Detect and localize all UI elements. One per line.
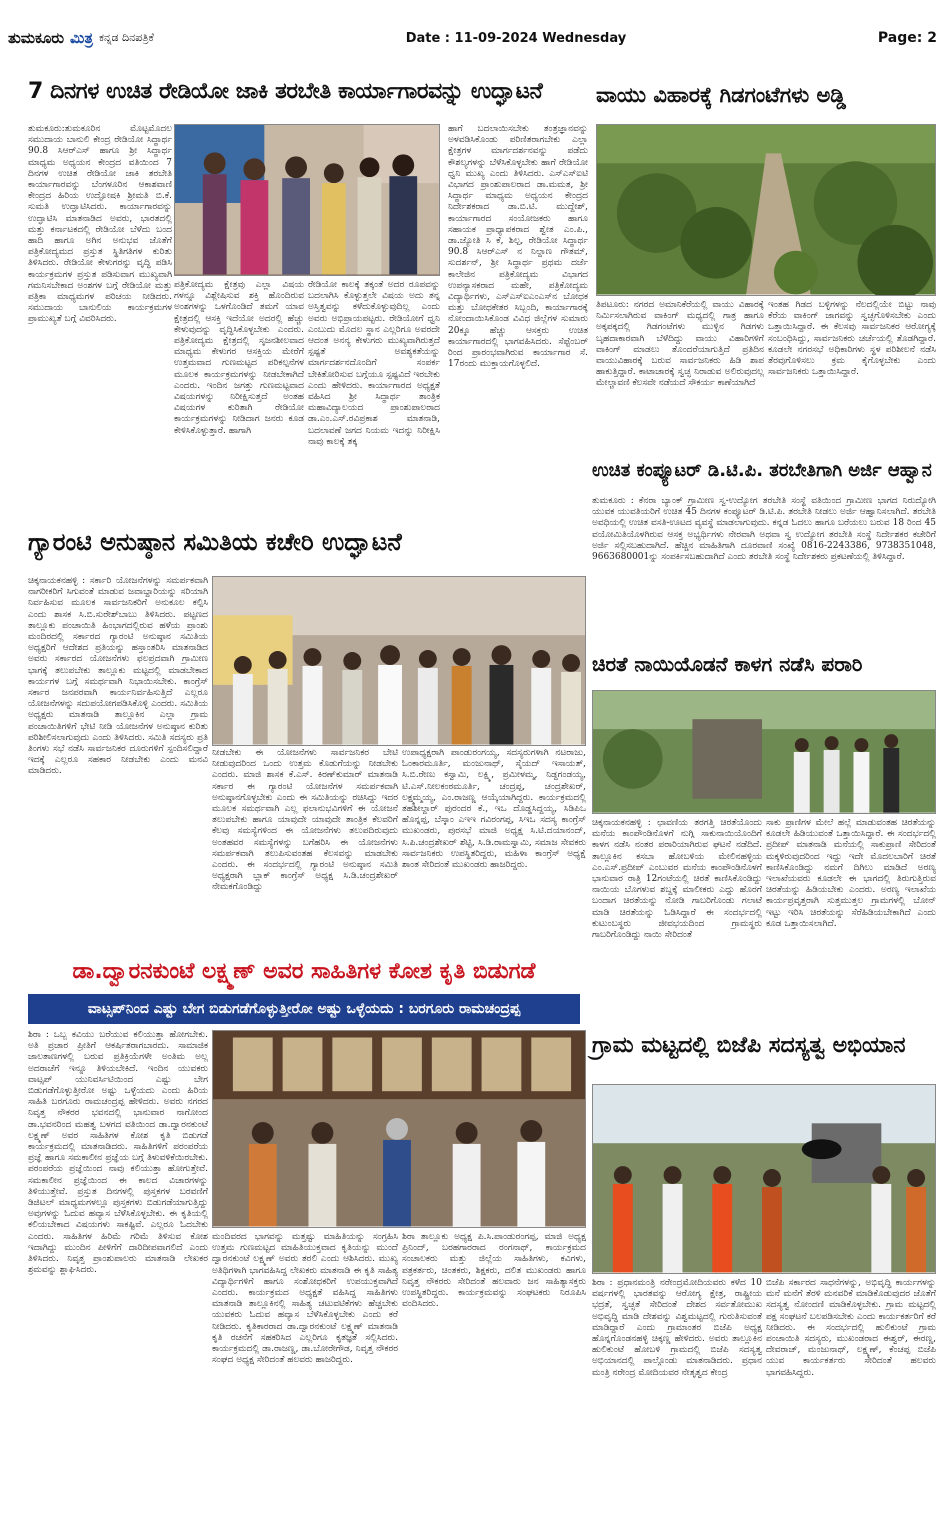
newspaper-brand bbox=[8, 29, 154, 47]
bjp-text-col2: ಬಿಜೆಪಿ ಸರ್ಕಾರದ ಸಾಧನೆಗಳನ್ನು, ಅಭಿವೃದ್ಧಿ ಕಾರ್ಯಗಳನ್ನು ಮನೆ ಮನೆಗೆ ತೆರಳಿ ಮನವರಿಕೆ ಮಾಡಿಕೊಡುವುದರ ಜೊತೆಗೆ ಸದಸ್ಯತ್ವ ನೋಂದಣಿ ಮಾಡಿಕೊಳ್ಳಬೇಕು. ಗ್ರಾಮ ಮಟ್ಟದಲ್ಲಿ ಪಕ್ಷ ಸಂಘಟನೆ ಬಲಪಡಿಸಬೇಕು ಎಂದು ಕಾರ್ಯಕರ್ತರಿಗೆ ಕರೆ ನೀಡಿದರು. ಈ ಸಂದರ್ಭದಲ್ಲಿ ಹುಲಿಕುಂಟೆ ಗ್ರಾಮ ಪಂಚಾಯಿತಿ ಸದಸ್ಯರು, ಮುಖಂಡರಾದ ಈಶ್ವರ್, ಈರಣ್ಣ, ದೇವರಾಜ್, ಮಂಜುನಾಥ್, ಲಕ್ಷ್ಮಣ್, ಕೆಂಚಪ್ಪ ಬಿಜೆಪಿ ಯುವ ಕಾರ್ಯಕರ್ತರು ಸೇರಿದಂತೆ ಹಲವರು ಭಾಗವಹಿಸಿದ್ದರು. bbox=[766, 1278, 936, 1378]
leopard-headline: ಚಿರತೆ ನಾಯಿಯೊಡನೆ ಕಾಳಗ ನಡೆಸಿ ಪರಾರಿ bbox=[592, 652, 863, 676]
book-release-photo bbox=[212, 1030, 586, 1228]
overgrown-path-photo bbox=[596, 124, 936, 296]
radio-text-col4: ಹಾಗೆ ಬದಲಾಯಿಸಬೇಕು ತಂತ್ರಜ್ಞಾನವನ್ನು ಅಳವಡಿಸಿಕೊಂಡು ಪರಿಣಿತರಾಗಬೇಕು ಎಲ್ಲಾ ಕ್ಷೇತ್ರಗಳ ಮಾರ್ಗದರ್ಶನವನ್ನು ಪಡೆದು ಕೌಶಲ್ಯಗಳನ್ನು ಬೆಳೆಸಿಕೊಳ್ಳಬೇಕು ಹಾಗೆ ರೇಡಿಯೋ ಧ್ವನಿ ಮುಖ್ಯ ಎಂದು ತಿಳಿಸಿದರು. ಎಸ್‌ಎಸ್‌ಐಟಿ ವಿಭಾಗದ ಪ್ರಾಂಶುಪಾಲರಾದ ಡಾ.ಮಮತ, ಶ್ರೀ ಸಿದ್ಧಾರ್ಥ ಮಾಧ್ಯಮ ಅಧ್ಯಯನ ಕೇಂದ್ರದ ನಿರ್ದೇಶಕರಾದ ಡಾ.ಬಿ.ಟಿ. ಮುದ್ದೇಶ್, ಕಾರ್ಯಾಗಾರದ ಸಂಯೋಜಕರು ಹಾಗೂ ಸಹಾಯಕ ಪ್ರಾಧ್ಯಾಪಕರಾದ ಶ್ವೇತ ಎಂ.ಪಿ., ಡಾ.ಜ್ಯೋತಿ ಸಿ ಕೆ, ಶಿಲ್ಪ, ರೇಡಿಯೋ ಸಿದ್ಧಾರ್ಥ 90.8 ಸಿಆರ್‌ಎಸ್ ನ ನಿಲ್ದಾಣ ಗೌತಮ್, ಸುದರ್ಶನ್, ಶ್ರೀ ಸಿದ್ಧಾರ್ಥ ಪ್ರಥಮ ದರ್ಜೆ ಕಾಲೇಜಿನ ಪತ್ರಿಕೋದ್ಯಮ ವಿಭಾಗದ ಉಪನ್ಯಾಸಕರಾದ ಮಹೇ, ಪತ್ರಿಕೋದ್ಯಮ ವಿದ್ಯಾರ್ಥಿಗಳು, ಎಸ್‌ಎಸ್‌ಐಎಂಎಸ್‌ನ ಬೋಧಕ ಮತ್ತು ಬೋಧಕೇತರ ಸಿಬ್ಬಂದಿ, ಕಾರ್ಯಾಗಾರಕ್ಕೆ ನೋಂದಾಯಿಸಿಕೊಂಡ ವಿವಿಧ ಜಿಲ್ಲೆಗಳ ಸುಮಾರು 20ಕ್ಕೂ ಹೆಚ್ಚು ಆಸಕ್ತರು ಉಚಿತ ಕಾರ್ಯಾಗಾರದಲ್ಲಿ ಭಾಗವಹಿಸಿದರು. ಸೆಪ್ಟೆಂಬರ್ ರಿಂದ ಪ್ರಾರಂಭವಾಗಿರುವ ಕಾರ್ಯಾಗಾರ ಸೆ. 17ರಂದು ಮುಕ್ತಾಯಗೊಳ್ಳಲಿದೆ. bbox=[448, 124, 588, 370]
road-text-col2: ಇಂತಹ ಗಿಡದ ಬಳ್ಳಿಗಳನ್ನು ನೆಲದಲ್ಲಿಯೇ ಬಿಟ್ಟು ನಾವು ಕೆರೆಯ ವಾಕಿಂಗ್ ಜಾಗವನ್ನು ಸ್ವಚ್ಛಗೊಳಿಸಬೇಕು ಎಂದು ಒತ್ತಾಯಿಸಿದ್ದಾರೆ. ಈ ಕೆಲಸವು ಸಾರ್ವಜನಿಕರ ಆರೋಗ್ಯಕ್ಕೆ ಸಂಬಂಧಿಸಿದ್ದು, ಸಾರ್ವಜನಿಕರು ಚರ್ಚೆಯಲ್ಲಿ ತೊಡಗಿದ್ದಾರೆ. ಕೂಡಲೇ ನಗರಸಭೆ ಅಧಿಕಾರಿಗಳು ಸ್ಥಳ ಪರಿಶೀಲನೆ ನಡೆಸಿ ತೆರವುಗೊಳಿಸಲು ಕ್ರಮ ಕೈಗೊಳ್ಳಬೇಕು ಎಂದು ಸಾರ್ವಜನಿಕರು ಒತ್ತಾಯಿಸಿದ್ದಾರೆ. bbox=[768, 300, 936, 378]
leopard-village-photo bbox=[592, 690, 936, 814]
book-text-col3: ಶಿರಾ ತಾಲ್ಲೂಕು ಅಧ್ಯಕ್ಷ ಪಿ.ಸಿ.ಪಾಂಡುರಂಗಪ್ಪ, ಮಾಜಿ ಅಧ್ಯಕ್ಷ ಪ್ರಿನಿಂದ್, ಬರಹಗಾರರಾದ ರಂಗನಾಥ್, ಕಾರ್ಯಕ್ರಮದ ಸಂಚಾಲಕರು ಮತ್ತು ಜಿಲ್ಲೆಯ ಸಾಹಿತಿಗಳು, ಕವಿಗಳು, ಪತ್ರಕರ್ತರು, ಚಿಂತಕರು, ಶಿಕ್ಷಕರು, ದಲಿತ ಮುಖಂಡರು ಹಾಗೂ ನಿವೃತ್ತ ನೌಕರರು ಸೇರಿದಂತೆ ಹಲವಾರು ಜನ ಸಾಹಿತ್ಯಾಸಕ್ತರು ಉಪಸ್ಥಿತರಿದ್ದರು. ಕಾರ್ಯಕ್ರಮವನ್ನು ಸಂಘಟಕರು ನಿರೂಪಿಸಿ ವಂದಿಸಿದರು. bbox=[402, 1232, 586, 1310]
radio-text-col2: ಪತ್ರಿಕೋದ್ಯಮ ಕ್ಷೇತ್ರವು ಎಲ್ಲಾ ವಿಷಯ ಗಳನ್ನೂ ವಿಶ್ಲೇಷಿಸುವ ಶಕ್ತಿ ಹೊಂದಿರುವ ಅಂಶಗಳನ್ನು ಒಳಗೊಂಡಿದೆ ತಮಗೆ ಯಾವ ಕ್ಷೇತ್ರದಲ್ಲಿ ಆಸಕ್ತಿ ಇದೆಯೋ ಅದರಲ್ಲಿ ಹೆಚ್ಚು ಕೇಳುವುದನ್ನು ವೃದ್ಧಿಸಿಕೊಳ್ಳಬೇಕು ಎಂದರು. ಪತ್ರಿಕೋದ್ಯಮ ಕ್ಷೇತ್ರದಲ್ಲಿ ಸೃಜನಶೀಲವಾದ ಮಾಧ್ಯಮ ಕೇಳುಗರ ಆಸಕ್ತಿಯ ಮೇರೆಗೆ ಉತ್ತಮವಾದ ಗುಣಮಟ್ಟದ ಪರಿಕಲ್ಪನೆಗಳ ಮೂಲಕ ಕಾರ್ಯಕ್ರಮಗಳನ್ನು ನೀಡಬೇಕಾಗಿದೆ ಎಂದರು. ಇಂದಿನ ಜಗತ್ತು ಗುಣಮಟ್ಟವಾದ ವಿಷಯಗಳನ್ನು ನಿರೀಕ್ಷಿಸುತ್ತದೆ ಅಂತಹ ವಿಷಯಗಳ ಕುರಿತಾಗಿ ರೇಡಿಯೋ ಕಾರ್ಯಕ್ರಮಗಳನ್ನು ನೀಡಿದಾಗ ಜನರು ಕೂಡ ಕೇಳಿಸಿಕೊಳ್ಳುತ್ತಾರೆ. ಹಾಗಾಗಿ bbox=[174, 280, 304, 436]
book-text-col1: ಶಿರಾ : ಒಬ್ಬ ಕವಿಯು ಬರೆಯುವ ಕಲಿಯುತ್ತಾ ಹೋಗಬೇಕು. ಅತಿ ಪ್ರಚಾರ ಪ್ರೀತಿಗೆ ಆಕರ್ಷಿತರಾಗಬಾರದು. ಸಾಮಾಜಿಕ ಜಾಲತಾಣಗಳಲ್ಲಿ ಬರುವ ಪ್ರತಿಕ್ರಿಯೆಗಳೇ ಅಂತಿಮ ಅಲ್ಲ ಅದರಾಚೆಗೆ ಇನ್ನೂ ತಿಳಿಯಬೇಕಿದೆ. ಇಂದಿನ ಯುವಕರು ವಾಟ್ಸಪ್ ಯುನಿವರ್ಸಿಟಿಯಿಂದ ಎಷ್ಟು ಬೇಗ ಬಿಡುಗಡೆಗೊಳ್ಳುತ್ತೀರೋ ಅಷ್ಟು ಒಳ್ಳೆಯದು ಎಂದು ಹಿರಿಯ ಸಾಹಿತಿ ಬರಗೂರು ರಾಮಚಂದ್ರಪ್ಪ ಹೇಳಿದರು. ಅವರು ನಗರದ ನಿವೃತ್ತ ನೌಕರರ ಭವನದಲ್ಲಿ ಭಾನುವಾರ ನಾಗೋಂದ ಡಾ.ಭವನರಿಂದ ಮಹತ್ವ ಬಳಗದ ವತಿಯಿಂದ ಡಾ.ದ್ವಾರನಕುಂಟೆ ಲಕ್ಷ್ಮಣ್ ಅವರ ಸಾಹಿತಿಗಳ ಕೋಶ ಕೃತಿ ಬಿಡುಗಡೆ ಕಾರ್ಯಕ್ರಮದಲ್ಲಿ ಮಾತನಾಡಿದರು. ಸಾಹಿತಿಗಳಿಗೆ ಪರಂಪರೆಯ ಪ್ರಜ್ಞೆ ಹಾಗೂ ಸಮಕಾಲೀನ ಪ್ರಜ್ಞೆಯ ಬಗ್ಗೆ ತಿಳುವಳಿಕೆಯಿರಬೇಕು. ಪರಂಪರೆಯ ಪ್ರಜ್ಞೆಯಿಂದ ನಾವು ಕಲಿಯುತ್ತಾ ಹೋಗುತ್ತೇವೆ. ಸಮಕಾಲೀನ ಪ್ರಜ್ಞೆಯಿಂದ ಈ ಕಾಲದ ವಿಚಾರಗಳನ್ನು ತಿಳಿಯುತ್ತೇವೆ. ಪ್ರಸ್ತುತ ದಿನಗಳಲ್ಲಿ ಪುಸ್ತಕಗಳ ಬರವಣಿಗೆ ಡಿಜಿಟಲ್ ಮಾಧ್ಯಮಗಳಲ್ಲೂ ಪುಸ್ತಕಗಳು ಬಿಡುಗಡೆಯಾಗುತ್ತಿದ್ದು ಅವುಗಳನ್ನು ಓದುವ ಹವ್ಯಾಸ ಬೆಳೆಸಿಕೊಳ್ಳಬೇಕು. ಈ ಕೃತಿಯಲ್ಲಿ ಕಲಿಯಬೇಕಾದ ವಿಷಯಗಳು ಸಾಕಷ್ಟಿವೆ. ಎಲ್ಲರೂ ಓದಬೇಕು ಎಂದರು. ಸಾಹಿತಿಗಳ ಹಿರಿಮೆ ಗರಿಮೆ ತಿಳಿಸುವ ಕೋಶ ಇದಾಗಿದ್ದು ಮುಂದಿನ ಪೀಳಿಗೆಗೆ ದಾರಿದೀಪವಾಗಲಿದೆ ಎಂದು ತಿಳಿಸಿದರು. ನಿವೃತ್ತ ಪ್ರಾಂಶುಪಾಲರು ಮಾತನಾಡಿ ಲೇಖಕರ ಶ್ರಮವನ್ನು ಶ್ಲಾಘಿಸಿದರು. bbox=[28, 1030, 208, 1276]
bjp-membership-photo bbox=[592, 1084, 936, 1274]
leopard-text-col1: ಚಿಕ್ಕನಾಯಕನಹಳ್ಳಿ : ಛಾವಣಿಯ ತರಗತ್ತಿ ಚಿರತೆಯೊಂದು ಮನೆಯ ಕಾಂಪೌಂಡಿನೊಳಗೆ ನುಗ್ಗಿ ಸಾಕುನಾಯಿಯೊಂದಿಗೆ ಕಾಳಗ ನಡೆಸಿ ನಂತರ ಪರಾರಿಯಾಗಿರುವ ಘಟನೆ ನಡೆದಿದೆ. ತಾಲ್ಲೂಕಿನ ಕಸಬಾ ಹೋಬಳಿಯ ಮೇಲಿನಹಳ್ಳಿಯ ಎಂ.ಎಸ್.ಪ್ರದೀಪ್ ಎಂಬುವರ ಮನೆಯ ಕಾಂಪೌಂಡಿನೊಳಗೆ ಭಾನುವಾರ ರಾತ್ರಿ 12ಗಂಟೆಯಲ್ಲಿ ಚಿರತೆ ಕಾಣಿಸಿಕೊಂಡಿದ್ದು ನಾಯಿಯ ಬೊಗಳುವ ಶಬ್ದಕ್ಕೆ ಮಾಲೀಕರು ಎದ್ದು ಹೊರಗೆ ಬಂದಾಗ ಚಿರತೆಯನ್ನು ನೋಡಿ ಗಾಬರಿಗೊಂಡು ಗಲಾಟೆ ಮಾಡಿ ಚಿರತೆಯನ್ನು ಓಡಿಸಿದ್ದಾರೆ ಈ ಸಂದರ್ಭದಲ್ಲಿ ಕುಟುಂಬಸ್ಥರು ಜೀವಭಯದಿಂದ ಗ್ರಾಮಸ್ಥರು ಗಾಬರಿಗೊಂಡಿದ್ದು ನಾಯಿ ಸೇರಿದಂತೆ bbox=[592, 818, 762, 941]
brand-name-part2: ಮಿತ್ರ bbox=[70, 29, 93, 47]
issue-date: Date : 11-09-2024 Wednesday bbox=[405, 30, 627, 46]
computer-headline: ಉಚಿತ ಕಂಪ್ಯೂಟರ್ ಡಿ.ಟಿ.ಪಿ. ತರಬೇತಿಗಾಗಿ ಅರ್ಜಿ ಆಹ್ವಾನ bbox=[592, 460, 932, 481]
bjp-headline: ಗ್ರಾಮ ಮಟ್ಟದಲ್ಲಿ ಬಿಜೆಪಿ ಸದಸ್ಯತ್ವ ಅಭಿಯಾನ bbox=[592, 1033, 906, 1058]
page-number: Page: 2 bbox=[877, 30, 937, 46]
brand-tagline: ಕನ್ನಡ ದಿನಪತ್ರಿಕೆ bbox=[98, 31, 154, 44]
book-text-col2: ಮಂದಿವರದ ಭಾಗವನ್ನು ಮತ್ತಷ್ಟು ಮಾಹಿತಿಯನ್ನು ಸಂಗ್ರಹಿಸಿ ಉತ್ತಮ ಗುಣಮಟ್ಟದ ಮಾಹಿತಿಯುಕ್ತವಾದ ಕೃತಿಯನ್ನು ಮುಂದೆ ದ್ವಾರನಕುಂಟೆ ಲಕ್ಷ್ಮಣ್ ಅವರು ತರಲಿ ಎಂದು ಆಶಿಸಿದರು. ಮುಖ್ಯ ಅತಿಥಿಗಳಾಗಿ ಭಾಗವಹಿಸಿದ್ದ ಲೇಖಕರು ಮಾತನಾಡಿ ಈ ಕೃತಿ ಸಾಹಿತ್ಯ ವಿದ್ಯಾರ್ಥಿಗಳಿಗೆ ಹಾಗೂ ಸಂಶೋಧಕರಿಗೆ ಉಪಯುಕ್ತವಾಗಿದೆ ಎಂದರು. ಕಾರ್ಯಕ್ರಮದ ಅಧ್ಯಕ್ಷತೆ ವಹಿಸಿದ್ದ ಸಾಹಿತಿಗಳು ಮಾತನಾಡಿ ತಾಲ್ಲೂಕಿನಲ್ಲಿ ಸಾಹಿತ್ಯ ಚಟುವಟಿಕೆಗಳು ಹೆಚ್ಚಬೇಕು ಯುವಕರು ಓದುವ ಹವ್ಯಾಸ ಬೆಳೆಸಿಕೊಳ್ಳಬೇಕು ಎಂದು ಕರೆ ನೀಡಿದರು. ಕೃತಿಕಾರರಾದ ಡಾ.ದ್ವಾರನಕುಂಟೆ ಲಕ್ಷ್ಮಣ್ ಮಾತನಾಡಿ ಕೃತಿ ರಚನೆಗೆ ಸಹಕರಿಸಿದ ಎಲ್ಲರಿಗೂ ಕೃತಜ್ಞತೆ ಸಲ್ಲಿಸಿದರು. ಕಾರ್ಯಕ್ರಮದಲ್ಲಿ ಡಾ.ರಾಜಣ್ಣ, ಡಾ.ಬೋರೇಗೌಡ, ನಿವೃತ್ತ ನೌಕರರ ಸಂಘದ ಅಧ್ಯಕ್ಷ ಸೇರಿದಂತೆ ಹಲವರು ಹಾಜರಿದ್ದರು. bbox=[212, 1232, 398, 1366]
radio-text-col1: ತುಮಕೂರು:ತುಮಕೂರಿನ ಮೊಟ್ಟಮೊದಲ ಸಮುದಾಯ ಬಾನುಲಿ ಕೇಂದ್ರ ರೇಡಿಯೋ ಸಿದ್ಧಾರ್ಥ 90.8 ಸಿಆರ್‌ಎಸ್ ಹಾಗೂ ಶ್ರೀ ಸಿದ್ಧಾರ್ಥ ಮಾಧ್ಯಮ ಅಧ್ಯಯನ ಕೇಂದ್ರದ ವತಿಯಿಂದ 7 ದಿನಗಳ ಉಚಿತ ರೇಡಿಯೋ ಜಾಕಿ ತರಬೇತಿ ಕಾರ್ಯಾಗಾರವನ್ನು ಬೆಂಗಳೂರಿನ ಆಕಾಶವಾಣಿ ಕೇಂದ್ರದ ಹಿರಿಯ ಉದ್ಘೋಷಕಿ ಶ್ರೀಮತಿ ಬಿ.ಕೆ. ಸುಮತಿ ಉದ್ಘಾಟಿಸಿದರು. ಕಾರ್ಯಾಗಾರವನ್ನು ಉದ್ಘಾಟಿಸಿ ಮಾತನಾಡಿದ ಅವರು, ಭಾರತದಲ್ಲಿ ಮತ್ತು ಕರ್ನಾಟಕದಲ್ಲಿ ರೇಡಿಯೋ ಬೆಳೆದು ಬಂದ ಹಾದಿ ಹಾಗೂ ಅಗಿನ ಅನುಭವ ಜೊತೆಗೆ ಪತ್ರಿಕೋದ್ಯಮದ ಪ್ರಸ್ತುತ ಸ್ಥಿತಿಗತಿಗಳ ಕುರಿತು ತಿಳಿಸಿದರು. ರೇಡಿಯೋ ಕೇಳುಗರನ್ನು ವೃದ್ಧಿ ಪಡಿಸಿ ಕಾರ್ಯಕ್ರಮಗಳ ಪ್ರಸ್ತುತ ಪಡಿಸುವಾಗ ಮುಖ್ಯವಾಗಿ ಗಮನಿಸಬೇಕಾದ ಅಂಶಗಳ ಬಗ್ಗೆ ರೇಡಿಯೋ ಮತ್ತು ಪತ್ರಿಕಾ ಮಾಧ್ಯಮಗಳ ಪರಿಚಯ ನೀಡಿದರು. ಸಮುದಾಯ ಬಾನುಲಿಯ ಕಾರ್ಯಕ್ರಮಗಳ ಪ್ರಾಮುಖ್ಯತೆ ಬಗ್ಗೆ ವಿವರಿಸಿದರು. bbox=[28, 124, 172, 325]
guarantee-text-col1: ಚಿಕ್ಕನಾಯಕನಹಳ್ಳಿ : ಸರ್ಕಾರಿ ಯೋಜನೆಗಳನ್ನು ಸಮರ್ಪಕವಾಗಿ ನಾಗರೀಕರಿಗೆ ಸಿಗುವಂತೆ ಮಾಡುವ ಜವಾಬ್ದಾರಿಯನ್ನು ಸರಿಯಾಗಿ ನಿರ್ವಹಿಸುವ ಮೂಲಕ ಸಾರ್ವಜನಿಕರಿಗೆ ಅನುಕೂಲ ಕಲ್ಪಿಸಿ ಎಂದು ಶಾಸಕ ಸಿ.ಬಿ.ಸುರೇಶ್‌ಬಾಬು ತಿಳಿಸಿದರು. ಪಟ್ಟಣದ ತಾಲ್ಲೂಕು ಪಂಚಾಯಿತಿ ಹಿಂಭಾಗದಲ್ಲಿರುವ ಹಳೆಯ ಪ್ರಾಂಶು ಮಂದಿರದಲ್ಲಿ ಸರ್ಕಾರದ ಗ್ಯಾರಂಟಿ ಅನುಷ್ಠಾನ ಸಮಿತಿಯ ಅಧ್ಯಕ್ಷರಿಗೆ ಆದೇಶದ ಪ್ರತಿಯನ್ನು ಹಸ್ತಾಂತರಿಸಿ ಮಾತನಾಡಿದ ಅವರು ಸರ್ಕಾರದ ಯೋಜನೆಗಳು ಫಲಪ್ರದವಾಗಿ ಗ್ರಾಮೀಣ ಭಾಗಕ್ಕೆ ತಲುಪಬೇಕು ತಾಲ್ಲೂಕು ಮಟ್ಟದಲ್ಲಿ ಮಾಡಬೇಕಾದ ಕಾರ್ಯಗಳ ಬಗ್ಗೆ ಸಮರ್ಥವಾಗಿ ನಿಭಾಯಿಸಬೇಕು. ಕಾಂಗ್ರೆಸ್ ಸರ್ಕಾರ ಜನಪರವಾಗಿ ಕಾರ್ಯನಿರ್ವಹಿಸುತ್ತಿದೆ ಎಲ್ಲರೂ ಯೋಜನೆಗಳನ್ನು ಸದುಪಯೋಗಪಡಿಸಿಕೊಳ್ಳಿ ಎಂದರು. ಸಮಿತಿಯ ಅಧ್ಯಕ್ಷರು ಮಾತನಾಡಿ ತಾಲ್ಲೂಕಿನ ಎಲ್ಲಾ ಗ್ರಾಮ ಪಂಚಾಯಿತಿಗಳಿಗೆ ಭೇಟಿ ನೀಡಿ ಯೋಜನೆಗಳ ಅನುಷ್ಠಾನ ಕುರಿತು ಪರಿಶೀಲಿಸಲಾಗುವುದು ಎಂದು ತಿಳಿಸಿದರು. ಸಮಿತಿ ಸದಸ್ಯರು ಪ್ರತಿ ತಿಂಗಳು ಸಭೆ ನಡೆಸಿ ಸಾರ್ವಜನಿಕರ ದೂರುಗಳಿಗೆ ಸ್ಪಂದಿಸಲಿದ್ದಾರೆ ಇದಕ್ಕೆ ಎಲ್ಲರೂ ಸಹಕಾರ ನೀಡಬೇಕು ಎಂದು ಮನವಿ ಮಾಡಿದರು. bbox=[28, 576, 208, 777]
guarantee-office-photo bbox=[212, 576, 586, 746]
road-text-col1: ತಿಪಟೂರು: ನಗರದ ಅಮಾನಿಕೆರೆಯಲ್ಲಿ ವಾಯು ವಿಹಾರಕ್ಕೆ ನಿರ್ಮಿಸಲಾಗಿರುವ ವಾಕಿಂಗ್ ಮಧ್ಯದಲ್ಲಿ ಗಾತ್ರ ಹಾಗೂ ಅಕ್ಕಪಕ್ಕದಲ್ಲಿ ಗಿಡಗಂಟೆಗಳು ಮುಳ್ಳಿನ ಗಿಡಗಳು ಬೃಹದಾಕಾರವಾಗಿ ಬೆಳೆದಿದ್ದು ವಾಯು ವಿಹಾರಿಗಳಿಗೆ ವಾಕಿಂಗ್ ಮಾಡಲು ತೊಂದರೆಯಾಗುತ್ತಿದೆ ಪ್ರತಿದಿನ ವಾಯುವಿಹಾರಕ್ಕೆ ಬರುವ ಸಾರ್ವಜನಿಕರು ಹಿಡಿ ಶಾಪ ಹಾಕುತ್ತಿದ್ದಾರೆ. ಕಾಟಾಚಾರಕ್ಕೆ ಸ್ವಚ್ಛ ನಿರಾಡುವ ಅಲಿರುವುದಲ್ಲ ಮೇಲ್ಚಾವಣಿ ಕೆಲಸವೇ ನಡೆಯದೆ ಸೌಕರ್ಯ ಕಾಣೆಯಾಗಿದೆ bbox=[596, 300, 764, 389]
masthead bbox=[0, 0, 945, 76]
brand-name-part1: ತುಮಕೂರು bbox=[8, 29, 65, 47]
computer-text: ತುಮಕೂರು : ಕೆನರಾ ಬ್ಯಾಂಕ್ ಗ್ರಾಮೀಣ ಸ್ವ-ಉದ್ಯೋಗ ತರಬೇತಿ ಸಂಸ್ಥೆ ವತಿಯಿಂದ ಗ್ರಾಮೀಣ ಭಾಗದ ನಿರುದ್ಯೋಗಿ ಯುವಕ ಯುವತಿಯರಿಗೆ ಉಚಿತ 45 ದಿನಗಳ ಕಂಪ್ಯೂಟರ್ ಡಿ.ಟಿ.ಪಿ. ತರಬೇತಿ ನೀಡಲು ಅರ್ಜಿ ಆಹ್ವಾನಿಸಲಾಗಿದೆ. ತರಬೇತಿ ಅವಧಿಯಲ್ಲಿ ಉಚಿತ ವಸತಿ-ಊಟದ ವ್ಯವಸ್ಥೆ ಮಾಡಲಾಗುವುದು. ಕನ್ನಡ ಓದಲು ಹಾಗೂ ಬರೆಯಲು ಬರುವ 18 ರಿಂದ 45 ವಯೋಮಿತಿಯೊಳಗಿರುವ ಆಸಕ್ತ ಅಭ್ಯರ್ಥಿಗಳು ನೇರವಾಗಿ ಅಥವಾ ಸ್ವ ಉದ್ಯೋಗ ತರಬೇತಿ ಸಂಸ್ಥೆ ನಿರ್ದೇಶಕರ ಕಚೇರಿಗೆ ಅರ್ಜಿ ಸಲ್ಲಿಸಬಹುದಾಗಿದೆ. ಹೆಚ್ಚಿನ ಮಾಹಿತಿಗಾಗಿ ದೂರವಾಣಿ ಸಂಖ್ಯೆ 0816-2243386, 9738351048, 9663680001ನ್ನು ಸಂಪರ್ಕಿಸಬಹುದಾಗಿದೆ ಎಂದು ತರಬೇತಿ ಸಂಸ್ಥೆ ನಿರ್ದೇಶಕರು ಪ್ರಕಟಣೆಯಲ್ಲಿ ತಿಳಿಸಿದ್ದಾರೆ. bbox=[592, 496, 936, 563]
leopard-text-col2: ಸಾಕು ಪ್ರಾಣಿಗಳ ಮೇಲೆ ಹಲ್ಲೆ ಮಾಡುವಂತಹ ಚಿರತೆಯನ್ನು ಕೂಡಲೇ ಹಿಡಿಯುವಂತೆ ಒತ್ತಾಯಿಸಿದ್ದಾರೆ. ಈ ಸಂದರ್ಭದಲ್ಲಿ ಪ್ರದೀಪ್ ಮಾತನಾಡಿ ಮನೆಯಲ್ಲಿ ಸಾಕುಪ್ರಾಣಿ ಸೇರಿದಂತೆ ಮಕ್ಕಳಿರುವುದರಿಂದ ಇದ್ದು ಇದೇ ಮೊದಲಬಾರಿಗೆ ಚಿರತೆ ಕಾಣಿಸಿಕೊಂಡಿದ್ದು ನಮಗೆ ದಿಗಿಲು ಮಾಡಿದೆ ಅರಣ್ಯ ಇಲಾಖೆಯವರು ಕೂಡಲೇ ಈ ಭಾಗದಲ್ಲಿ ತಿರುಗುತ್ತಿರುವ ಚಿರತೆಯನ್ನು ಹಿಡಿಯಬೇಕು ಎಂದರು. ಅರಣ್ಯ ಇಲಾಖೆಯ ಕಾರ್ಯಪ್ರವೃತ್ತರಾಗಿ ಸುತ್ತಮುತ್ತಲ ಗ್ರಾಮಗಳಲ್ಲಿ ಬೋನ್ ಇಟ್ಟು ಇರಿಸಿ ಚಿರತೆಯನ್ನು ಸೆರೆಹಿಡಿಯಬೇಕಾಗಿದೆ ಎಂದು ಕೂಡ ಒತ್ತಾಯಿಸಲಾಗಿದೆ. bbox=[766, 818, 936, 929]
guarantee-text-col3: ಉಪಾಧ್ಯಕ್ಷರಾಗಿ ಪಾಂಡುರಂಗಯ್ಯ, ಸದಸ್ಯರುಗಳಾಗಿ ನಟರಾಜು, ಓಂಕಾರಮೂರ್ತಿ, ಮಂಜುನಾಥ್, ಸೈಯದ್ ಇಸಾಯತ್, ಸಿ.ಬಿ.ರೇಣು ಕಸ್ವಾಮಿ, ಲಕ್ಷ್ಮಿ, ಪ್ರಮೀಳಮ್ಮ, ನಿಡ್ದಗಂಡಯ್ಯ, ಟಿ.ಎಸ್.ನೀಲಕಂಠಮೂರ್ತಿ, ಚಂದ್ರಪ್ಪ, ಚಂದ್ರಶೇಖರ್, ಲಕ್ಷ್ಮಮ್ಮಯ್ಯ, ಎಂ.ರಾಜಣ್ಣ ಆಯ್ಕೆಯಾಗಿದ್ದರು. ಕಾರ್ಯಕ್ರಮದಲ್ಲಿ ತಹಶೀಲ್ದಾರ್ ಪುರಂದರ ಕೆ., ಇಒ ದೊಡ್ಡಸಿದ್ದಯ್ಯ, ಸಿಡಿಪಿಒ ಹೊನ್ನಪ್ಪ, ಬೆಸ್ಕಾಂ ಎಇಇ ಗವಿರಂಗಪ್ಪ, ಸಿಇಒ ಸದಸ್ಯ ಕಾಂಗ್ರೆಸ್ ಮುಖಂಡರು, ಪುರಸಭೆ ಮಾಜಿ ಅಧ್ಯಕ್ಷ ಸಿ.ಟಿ.ದಯಾನಂದ್, ಸಿ.ಪಿ.ಚಂದ್ರಶೇಖರ್ ಶೆಟ್ಟಿ, ಸಿ.ಡಿ.ರಾಮಸ್ವಾಮಿ, ಸಮಾಜ ಸೇವಕರು ಸಾರ್ವಜನಿಕರು ಉಪಸ್ಥಿತರಿದ್ದರು, ಮಹಿಳಾ ಕಾಂಗ್ರೆಸ್ ಅಧ್ಯಕ್ಷೆ ಶಾಂತ ಸೇರಿದಂತೆ ಮುಖಂಡರು ಹಾಜರಿದ್ದರು. bbox=[402, 748, 586, 871]
radio-text-col3: ರೇಡಿಯೋ ಕಾಲಕ್ಕೆ ತಕ್ಕಂತೆ ಅದರ ರೂಪವನ್ನು ಬದಲಾಗಿಸಿ ಕೊಳ್ಳುತ್ತಲೇ ವಿಷಯ ಅದು ತನ್ನ ಅಸ್ತಿತ್ವವನ್ನು ಕಳೆದುಕೊಳ್ಳುವುದಿಲ್ಲ ಎಂದು ಅವರು ಅಭಿಪ್ರಾಯಪಟ್ಟರು. ರೇಡಿಯೋಗೆ ಧ್ವನಿ ಎಂಬುದು ಮೊದಲ ಸ್ಥಾನ ಎಲ್ಲರಿಗೂ ಅವರದೇ ಆದಂತ ಅನನ್ಯ ಕೇಳುಗರು ಮುಖ್ಯವಾಗಿರುತ್ತದೆ ಸ್ಪಷ್ಟತೆ ಅವಶ್ಯಕತೆಯನ್ನು ಮಾರ್ಗದರ್ಶನದೊಂದಿಗೆ ಸಂಪರ್ಕ ಬೇಕಿತೋರಿಸುವ ಬಗ್ಗೆಯೂ ಸ್ಪಷ್ಟವಿದೆ ಇರಬೇಕು ಎಂದು ಹೇಳಿದರು. ಕಾರ್ಯಾಗಾರದ ಅಧ್ಯಕ್ಷತೆ ವಹಿಸಿದ ಶ್ರೀ ಸಿದ್ಧಾರ್ಥ ತಾಂತ್ರಿಕ ಮಹಾವಿದ್ಯಾಲಯದ ಪ್ರಾಂಶುಪಾಲರಾದ ಡಾ.ಎಂ.ಎಸ್.ರವಿಪ್ರಕಾಶ ಮಾತನಾಡಿ, ಬದಲಾವಣೆ ಜಗದ ನಿಯಮ ಇದನ್ನು ನಿರೀಕ್ಷಿಸಿ ನಾವು ಕಾಲಕ್ಕೆ ತಕ್ಕ bbox=[308, 280, 440, 447]
book-headline: ಡಾ.ದ್ವಾರನಕುಂಟೆ ಲಕ್ಷ್ಮಣ್ ಅವರ ಸಾಹಿತಿಗಳ ಕೋಶ ಕೃತಿ ಬಿಡುಗಡೆ bbox=[72, 959, 536, 984]
guarantee-headline: ಗ್ಯಾರಂಟಿ ಅನುಷ್ಠಾನ ಸಮಿತಿಯ ಕಚೇರಿ ಉದ್ಘಾಟನೆ bbox=[28, 528, 402, 556]
radio-workshop-photo bbox=[174, 124, 440, 276]
guarantee-text-col2: ನೀಡಬೇಕು ಈ ಯೋಜನೆಗಳು ಸಾರ್ವಜನಿಕರ ಬೇಟಿ ನೀಡುವುದರಿಂದ ಒಂದು ಉತ್ತಮ ಕೊಡುಗೆಯನ್ನು ನೀಡಬೇಕು ಎಂದರು. ಮಾಜಿ ಶಾಸಕ ಕೆ.ಎಸ್. ಕಿರಣ್‌ಕುಮಾರ್ ಮಾತನಾಡಿ ಸರ್ಕಾರ ಈ ಗ್ಯಾರಂಟಿ ಯೋಜನೆಗಳ ಸಮರ್ಪಕವಾಗಿ ಅನುಷ್ಠಾನಗೊಳ್ಳಬೇಕು ಎಂದು ಈ ಸಮಿತಿಯನ್ನು ರಚಿಸಿದ್ದು ಇದರ ಮೂಲಕ ಸಮರ್ಥವಾಗಿ ಎಲ್ಲ ಫಲಾನುಭವಿಗಳಿಗೆ ಈ ಯೋಜನೆ ತಲುಪಬೇಕು ಹಾಗೂ ಯಾವುದೇ ಯಾವುದೇ ತಾಂತ್ರಿಕ ಕೆಲವರಿಗೆ ಕೆಲವು ಸಮಸ್ಯೆಗಳಿಂದ ಈ ಯೋಜನೆಗಳು ತಲುಪದಿರುವುದು ಅಂತಹವರ ಸಮಸ್ಯೆಗಳನ್ನು ಬಗೆಹರಿಸಿ ಈ ಯೋಜನೆಗಳು ಸಮರ್ಪಕವಾಗಿ ತಲುಪಿಸುವಂತಹ ಕೆಲಸವನ್ನು ಮಾಡಬೇಕು ಎಂದರು. ಈ ಸಂದರ್ಭದಲ್ಲಿ ಗ್ಯಾರಂಟಿ ಅನುಷ್ಠಾನ ಸಮಿತಿ ಅಧ್ಯಕ್ಷರಾಗಿ ಬ್ಲಾಕ್ ಕಾಂಗ್ರೆಸ್ ಅಧ್ಯಕ್ಷ ಸಿ.ಡಿ.ಚಂದ್ರಶೇಖರ್ ನೇಮಕಗೊಂಡಿದ್ದು bbox=[212, 748, 398, 893]
road-headline: ವಾಯು ವಿಹಾರಕ್ಕೆ ಗಿಡಗಂಟೆಗಳು ಅಡ್ಡಿ bbox=[596, 83, 846, 107]
book-subheadline: ವಾಟ್ಸಪ್‌ನಿಂದ ಎಷ್ಟು ಬೇಗ ಬಿಡುಗಡೆಗೊಳ್ಳುತ್ತೀರೋ ಅಷ್ಟು ಒಳ್ಳೆಯದು : ಬರಗೂರು ರಾಮಚಂದ್ರಪ್ಪ bbox=[28, 994, 580, 1024]
bjp-text-col1: ಶಿರಾ : ಪ್ರಧಾನಮಂತ್ರಿ ನರೇಂದ್ರಮೋದಿಯವರು ಕಳೆದ 10 ವರ್ಷಗಳಲ್ಲಿ ಭಾರತವನ್ನು ಆರೋಗ್ಯ ಕ್ಷೇತ್ರ, ರಾಷ್ಟ್ರೀಯ ಭದ್ರತೆ, ಸ್ವಚ್ಛತೆ ಸೇರಿದಂತೆ ದೇಶದ ಸರ್ವತೋಮುಖ ಅಭಿವೃದ್ಧಿ ಮಾಡಿ ದೇಶವನ್ನು ವಿಶ್ವಮಟ್ಟದಲ್ಲಿ ಗುರುತಿಸುವಂತೆ ಮಾಡಿದ್ದಾರೆ ಎಂದು ಗ್ರಾಮಾಂತರ ಬಿಜೆಪಿ ಅಧ್ಯಕ್ಷ ಹೊನ್ನಗೊಂಡನಹಳ್ಳಿ ಚಿಕ್ಕಣ್ಣ ಹೇಳಿದರು. ಅವರು ತಾಲ್ಲೂಕಿನ ಹುಲಿಕುಂಟೆ ಹೋಬಳಿ ಗ್ರಾಮದಲ್ಲಿ ಬಿಜೆಪಿ ಸದಸ್ಯತ್ವ ಅಭಿಯಾನದಲ್ಲಿ ಪಾಲ್ಗೊಂಡು ಮಾತನಾಡಿದರು. ಪ್ರಧಾನ ಮಂತ್ರಿ ನರೇಂದ್ರ ಮೋದಿಯವರ ನೇತೃತ್ವದ ಕೇಂದ್ರ bbox=[592, 1278, 762, 1378]
radio-headline: 7 ದಿನಗಳ ಉಚಿತ ರೇಡಿಯೋ ಜಾಕಿ ತರಬೇತಿ ಕಾರ್ಯಾಗಾರವನ್ನು ಉದ್ಘಾಟನೆ bbox=[28, 79, 543, 104]
